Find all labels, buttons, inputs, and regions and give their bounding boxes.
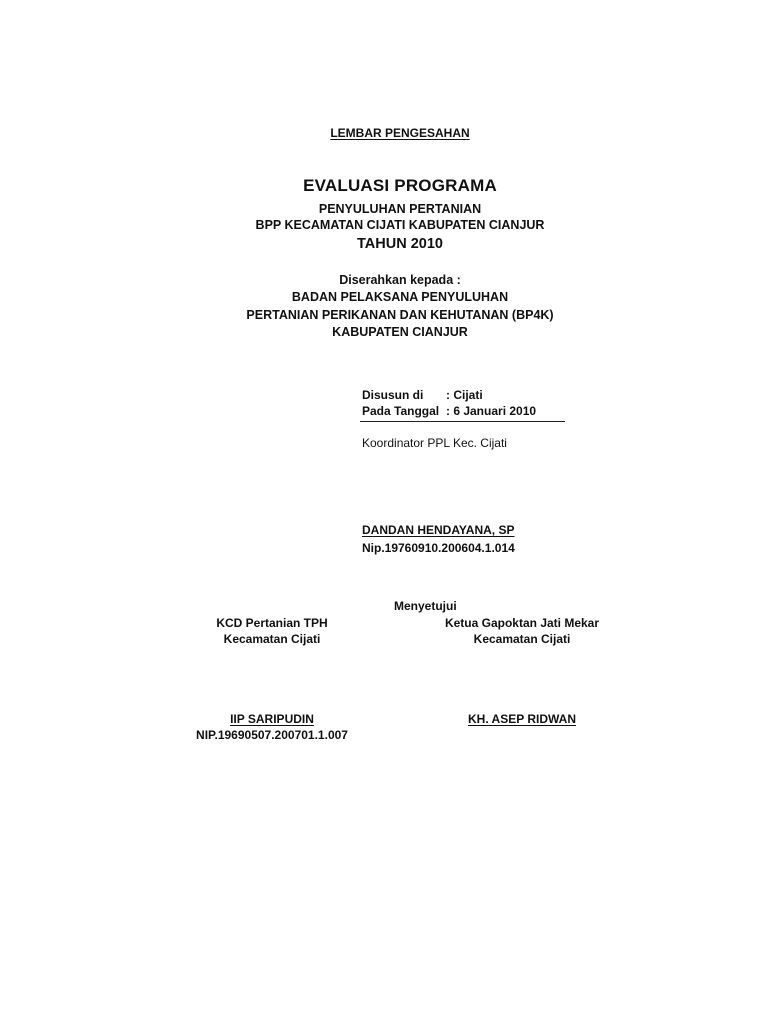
left-signatory-nip: NIP.19690507.200701.1.007 <box>196 728 348 742</box>
right-signatory-title-2: Kecamatan Cijati <box>473 632 571 646</box>
coordinator-nip: Nip.19760910.200604.1.014 <box>362 541 515 555</box>
approval-label: Menyetujui <box>394 599 457 613</box>
coordinator-name: DANDAN HENDAYANA, SP <box>362 523 515 537</box>
left-signatory-name: IIP SARIPUDIN <box>230 712 314 726</box>
place-value: : Cijati <box>446 388 483 402</box>
date-label: Pada Tanggal <box>362 404 440 418</box>
coordinator-title: Koordinator PPL Kec. Cijati <box>362 436 507 450</box>
document-title: EVALUASI PROGRAMA <box>303 176 497 195</box>
date-underline <box>360 421 565 422</box>
recipient-line-2: PERTANIAN PERIKANAN DAN KEHUTANAN (BP4K) <box>246 308 554 322</box>
document-subtitle-1: PENYULUHAN PERTANIAN <box>318 202 482 216</box>
right-signatory-name: KH. ASEP RIDWAN <box>467 712 577 726</box>
left-signatory-title-1: KCD Pertanian TPH <box>216 616 328 630</box>
document-year: TAHUN 2010 <box>357 236 443 252</box>
recipient-line-3: KABUPATEN CIANJUR <box>332 325 468 339</box>
document-subtitle-2: BPP KECAMATAN CIJATI KABUPATEN CIANJUR <box>255 218 545 232</box>
left-signatory-title-2: Kecamatan Cijati <box>223 632 321 646</box>
recipient-line-1: BADAN PELAKSANA PENYULUHAN <box>291 290 509 304</box>
place-label: Disusun di <box>362 388 424 402</box>
sheet-title: LEMBAR PENGESAHAN <box>330 126 470 140</box>
submitted-to-label: Diserahkan kepada : <box>339 273 461 287</box>
date-value: : 6 Januari 2010 <box>446 404 537 418</box>
right-signatory-title-1: Ketua Gapoktan Jati Mekar <box>444 616 600 630</box>
